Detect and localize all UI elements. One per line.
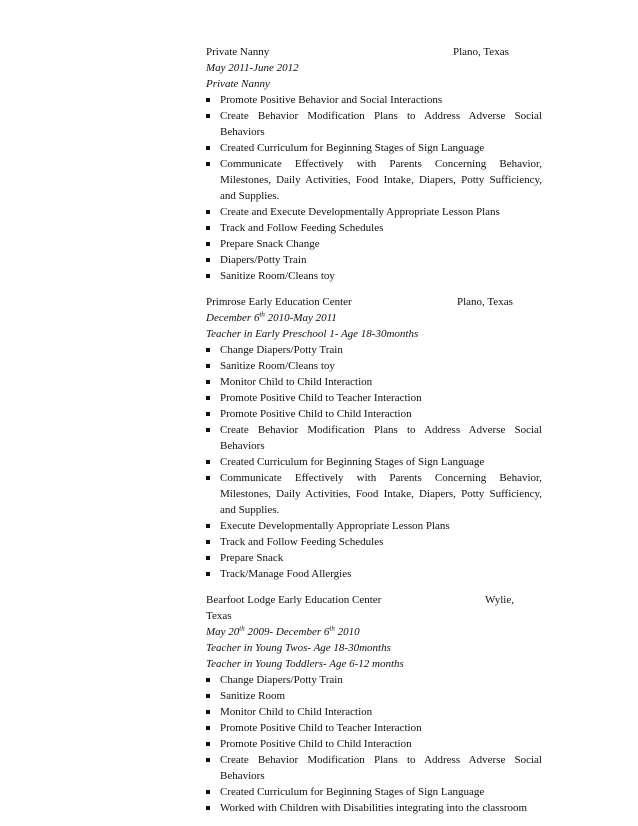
list-item: Diapers/Potty Train xyxy=(206,252,542,268)
list-item: Change Diapers/Potty Train xyxy=(206,342,542,358)
date-text: May 20 xyxy=(206,626,240,638)
list-item: Communicate Effectively with Parents Concerning Behavior, Milestones, Daily Activities, Food Intake, Diapers, Potty Sufficiency, and Supplies. xyxy=(206,156,542,204)
job-title: Bearfoot Lodge Early Education Center xyxy=(206,594,382,606)
job-dates xyxy=(206,310,542,326)
date-text: 2010-May 2011 xyxy=(264,312,337,324)
job-private-nanny xyxy=(206,44,542,284)
job-dates: May 2011-June 2012 xyxy=(206,62,299,74)
job-location: Plano, Texas xyxy=(457,296,513,308)
resume-page xyxy=(206,44,542,826)
list-item: Monitor Child to Child Interaction xyxy=(206,704,542,720)
job-role: Teacher in Early Preschool 1- Age 18-30months xyxy=(206,328,419,340)
job-title: Primrose Early Education Center xyxy=(206,296,352,308)
list-item: Created Curriculum for Beginning Stages of Sign Language xyxy=(206,454,542,470)
job-header xyxy=(206,592,542,608)
job-duties-list xyxy=(206,672,542,816)
job-dates xyxy=(206,624,542,640)
list-item: Track and Follow Feeding Schedules xyxy=(206,534,542,550)
date-text: 2010 xyxy=(334,626,360,638)
job-primrose xyxy=(206,294,542,582)
date-suffix: th xyxy=(239,624,245,633)
list-item: Create Behavior Modification Plans to Address Adverse Social Behaviors xyxy=(206,108,542,140)
date-suffix: th xyxy=(329,624,335,633)
list-item: Track/Manage Food Allergies xyxy=(206,566,542,582)
job-role: Private Nanny xyxy=(206,78,270,90)
list-item: Promote Positive Child to Child Interaction xyxy=(206,406,542,422)
job-header xyxy=(206,44,542,60)
job-location: Wylie, xyxy=(485,594,514,606)
list-item: Change Diapers/Potty Train xyxy=(206,672,542,688)
list-item: Prepare Snack Change xyxy=(206,236,542,252)
job-title: Private Nanny xyxy=(206,46,270,58)
date-text: 2009- December 6 xyxy=(244,626,330,638)
job-duties-list xyxy=(206,342,542,582)
list-item: Created Curriculum for Beginning Stages of Sign Language xyxy=(206,784,542,800)
list-item: Promote Positive Child to Child Interaction xyxy=(206,736,542,752)
list-item: Create Behavior Modification Plans to Address Adverse Social Behaviors xyxy=(206,752,542,784)
list-item: Promote Positive Child to Teacher Interaction xyxy=(206,720,542,736)
list-item: Sanitize Room xyxy=(206,688,542,704)
list-item: Sanitize Room/Cleans toy xyxy=(206,358,542,374)
list-item: Execute Developmentally Appropriate Lesson Plans xyxy=(206,518,542,534)
job-role: Teacher in Young Twos- Age 18-30months xyxy=(206,642,391,654)
list-item: Monitor Child to Child Interaction xyxy=(206,374,542,390)
date-text: December 6 xyxy=(206,312,260,324)
job-location-continued: Texas xyxy=(206,610,232,622)
list-item: Create Behavior Modification Plans to Address Adverse Social Behaviors xyxy=(206,422,542,454)
job-location: Plano, Texas xyxy=(453,46,509,58)
job-role: Teacher in Young Toddlers- Age 6-12 months xyxy=(206,658,404,670)
job-bearfoot xyxy=(206,592,542,816)
job-duties-list xyxy=(206,92,542,284)
date-suffix: th xyxy=(259,310,265,319)
job-header xyxy=(206,294,542,310)
list-item: Track and Follow Feeding Schedules xyxy=(206,220,542,236)
list-item: Sanitize Room/Cleans toy xyxy=(206,268,542,284)
list-item: Promote Positive Behavior and Social Interactions xyxy=(206,92,542,108)
list-item: Prepare Snack xyxy=(206,550,542,566)
list-item: Promote Positive Child to Teacher Interaction xyxy=(206,390,542,406)
list-item: Created Curriculum for Beginning Stages of Sign Language xyxy=(206,140,542,156)
list-item: Communicate Effectively with Parents Concerning Behavior, Milestones, Daily Activities, Food Intake, Diapers, Potty Sufficiency, and Supplies. xyxy=(206,470,542,518)
list-item: Create and Execute Developmentally Appropriate Lesson Plans xyxy=(206,204,542,220)
list-item: Worked with Children with Disabilities integrating into the classroom xyxy=(206,800,542,816)
